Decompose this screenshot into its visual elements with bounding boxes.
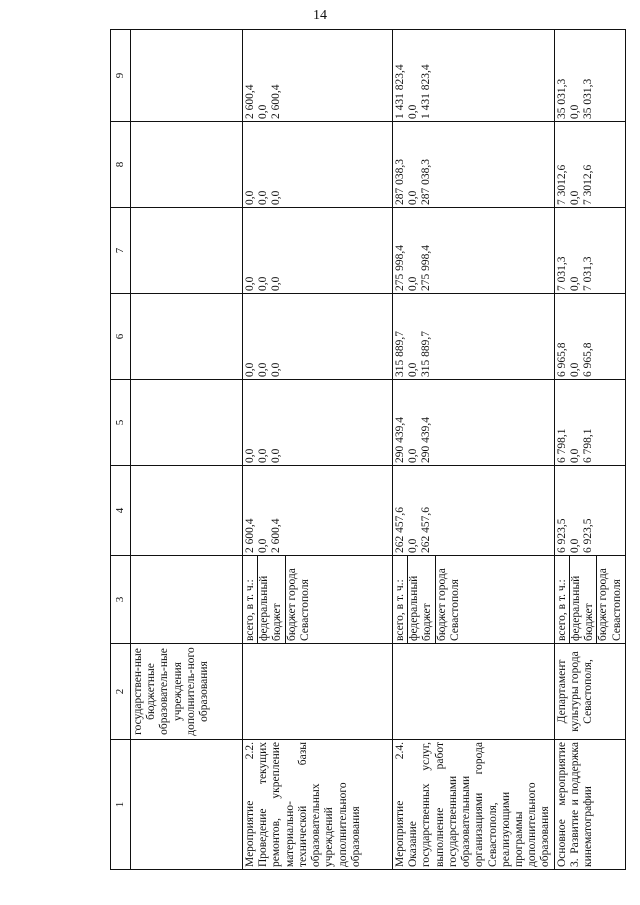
page-number: 14 (313, 8, 327, 23)
value-cell (131, 122, 243, 208)
source-label: федеральный бюджет (408, 556, 435, 643)
value-cell: 7 3012,6 0,0 7 3012,6 (554, 122, 625, 208)
header-cell: 6 (111, 294, 131, 380)
header-row (111, 30, 131, 870)
header-cell: 1 (111, 740, 131, 870)
value-cell: 1 431 823,4 0,0 1 431 823,4 (393, 30, 555, 122)
value-cell: 7 031,3 0,0 7 031,3 (554, 208, 625, 294)
header-cell: 5 (111, 380, 131, 466)
source-cell (243, 556, 393, 644)
source-label: федеральный бюджет (570, 556, 597, 643)
value-cell: 6 965,8 0,0 6 965,8 (554, 294, 625, 380)
value-cell (131, 208, 243, 294)
header-cell: 7 (111, 208, 131, 294)
value-cell: 262 457,6 0,0 262 457,6 (393, 466, 555, 556)
value-cell (131, 380, 243, 466)
value-cell: 6 798,1 0,0 6 798,1 (554, 380, 625, 466)
rotated-table-wrapper (110, 30, 623, 870)
activity-cell (131, 740, 243, 870)
value-cell: 287 038,3 0,0 287 038,3 (393, 122, 555, 208)
value-cell: 0,0 0,0 0,0 (243, 294, 393, 380)
source-label: бюджет города Севастополя (597, 568, 623, 641)
value-cell: 35 031,3 0,0 35 031,3 (554, 30, 625, 122)
value-cell (131, 30, 243, 122)
value-cell: 2 600,4 0,0 2 600,4 (243, 30, 393, 122)
table-row (393, 30, 555, 870)
table-row (554, 30, 625, 870)
executor-cell: Департамент культуры города Севастополя, (554, 644, 625, 740)
source-label: бюджет города Севастополя (435, 568, 461, 641)
source-label: всего, в т. ч.: (244, 556, 258, 643)
source-label: бюджет города Севастополя (285, 568, 311, 641)
value-cell: 0,0 0,0 0,0 (243, 208, 393, 294)
activity-cell: Мероприятие 2.4. Оказание государственных услуг, выполнение работ государственными образовательными организациями города Севастополя, реализующими программы дополнительного образования (393, 740, 555, 870)
source-label: всего, в т. ч.: (394, 556, 408, 643)
value-cell: 315 889,7 0,0 315 889,7 (393, 294, 555, 380)
header-cell: 2 (111, 644, 131, 740)
rotated-table-area (110, 30, 623, 870)
source-label: федеральный бюджет (258, 556, 285, 643)
source-cell (393, 556, 555, 644)
value-cell (131, 294, 243, 380)
executor-cell (393, 644, 555, 740)
value-cell (131, 466, 243, 556)
activity-cell: Мероприятие 2.2. Проведение текущих ремонтов, укрепление материально-технической базы образовательных учреждений дополнительного образования (243, 740, 393, 870)
executor-cell: государствен-ные бюджетные образователь-ные учреждения дополнитель-ного образования (131, 644, 243, 740)
header-cell: 8 (111, 122, 131, 208)
source-cell (554, 556, 625, 644)
value-cell: 0,0 0,0 0,0 (243, 122, 393, 208)
table-row (131, 30, 243, 870)
executor-cell (243, 644, 393, 740)
value-cell: 6 923,5 0,0 6 923,5 (554, 466, 625, 556)
value-cell: 2 600,4 0,0 2 600,4 (243, 466, 393, 556)
header-cell: 9 (111, 30, 131, 122)
value-cell: 290 439,4 0,0 290 439,4 (393, 380, 555, 466)
header-cell: 3 (111, 556, 131, 644)
activity-cell: Основное мероприятие 3. Развитие и поддержка кинематографии (554, 740, 625, 870)
table-row (243, 30, 393, 870)
header-cell: 4 (111, 466, 131, 556)
budget-table (110, 29, 626, 870)
source-cell (131, 556, 243, 644)
value-cell: 275 998,4 0,0 275 998,4 (393, 208, 555, 294)
value-cell: 0,0 0,0 0,0 (243, 380, 393, 466)
source-label: всего, в т. ч.: (556, 556, 570, 643)
